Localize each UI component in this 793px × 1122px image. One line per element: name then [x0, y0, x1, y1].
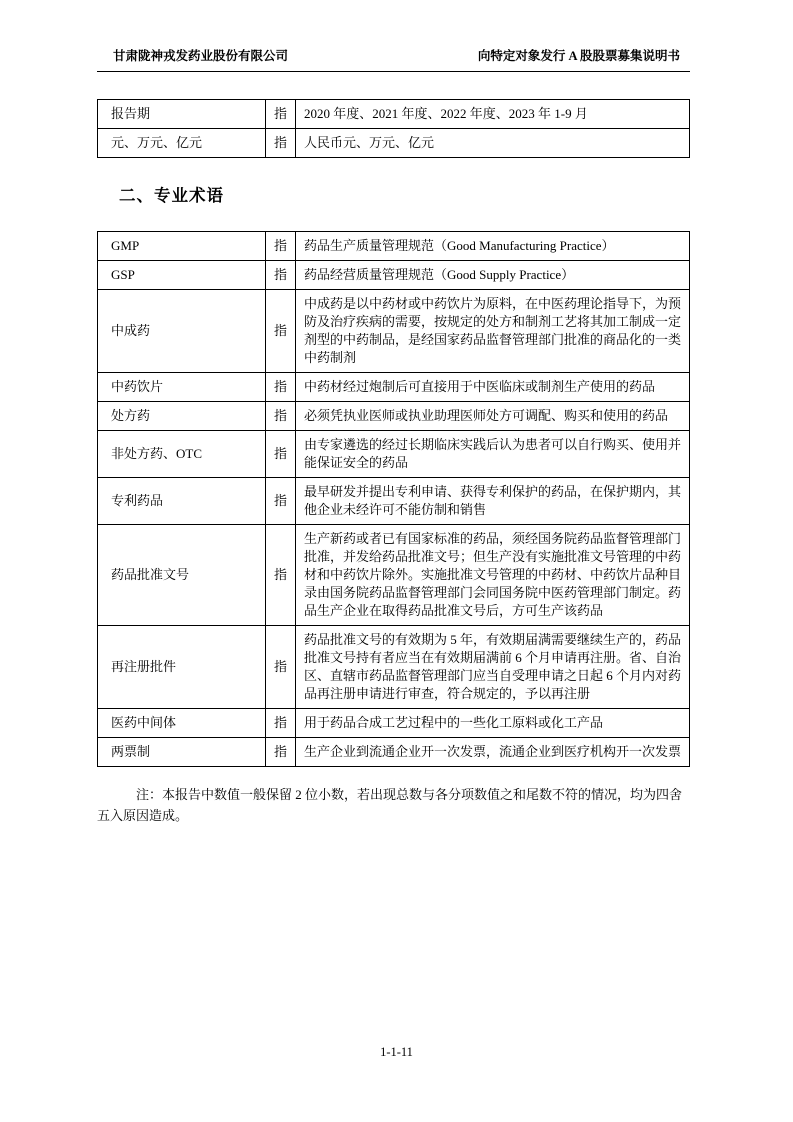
definition-cell: 2020 年度、2021 年度、2022 年度、2023 年 1-9 月 — [296, 100, 690, 129]
table-row — [98, 373, 690, 402]
zhi-cell: 指 — [266, 402, 296, 431]
table-row — [98, 525, 690, 626]
table-row — [98, 709, 690, 738]
term-cell: GMP — [98, 232, 266, 261]
term-cell: 报告期 — [98, 100, 266, 129]
term-cell: 专利药品 — [98, 478, 266, 525]
definition-cell: 人民币元、万元、亿元 — [296, 129, 690, 158]
definition-cell: 生产企业到流通企业开一次发票，流通企业到医疗机构开一次发票 — [296, 738, 690, 767]
header-doc-title: 向特定对象发行 A 股股票募集说明书 — [477, 49, 680, 63]
term-cell: 中成药 — [98, 290, 266, 373]
table-row — [98, 402, 690, 431]
definition-cell: 药品经营质量管理规范（Good Supply Practice） — [296, 261, 690, 290]
header-company-name: 甘肃陇神戎发药业股份有限公司 — [113, 49, 289, 63]
zhi-cell: 指 — [266, 290, 296, 373]
table-row — [98, 129, 690, 158]
term-cell: GSP — [98, 261, 266, 290]
definition-cell: 最早研发并提出专利申请、获得专利保护的药品，在保护期内，其他企业未经许可不能仿制和销售 — [296, 478, 690, 525]
definition-cell: 由专家遴选的经过长期临床实践后认为患者可以自行购买、使用并能保证安全的药品 — [296, 431, 690, 478]
term-cell: 医药中间体 — [98, 709, 266, 738]
table-row — [98, 290, 690, 373]
note-text: 注：本报告中数值一般保留 2 位小数，若出现总数与各分项数值之和尾数不符的情况，均为四舍五入原因造成。 — [97, 787, 683, 823]
definition-cell: 用于药品合成工艺过程中的一些化工原料或化工产品 — [296, 709, 690, 738]
zhi-cell: 指 — [266, 738, 296, 767]
table-row — [98, 431, 690, 478]
page-header — [97, 46, 690, 72]
zhi-cell: 指 — [266, 373, 296, 402]
page-number: 1-1-11 — [380, 1045, 413, 1059]
zhi-cell: 指 — [266, 478, 296, 525]
page-footer — [0, 1045, 793, 1060]
term-cell: 两票制 — [98, 738, 266, 767]
zhi-cell: 指 — [266, 525, 296, 626]
zhi-cell: 指 — [266, 129, 296, 158]
definition-cell: 必须凭执业医师或执业助理医师处方可调配、购买和使用的药品 — [296, 402, 690, 431]
term-cell: 非处方药、OTC — [98, 431, 266, 478]
term-cell: 中药饮片 — [98, 373, 266, 402]
table-row — [98, 232, 690, 261]
zhi-cell: 指 — [266, 626, 296, 709]
term-cell: 元、万元、亿元 — [98, 129, 266, 158]
definition-cell: 药品生产质量管理规范（Good Manufacturing Practice） — [296, 232, 690, 261]
table-row — [98, 626, 690, 709]
report-period-table — [97, 99, 690, 158]
term-cell: 处方药 — [98, 402, 266, 431]
zhi-cell: 指 — [266, 100, 296, 129]
term-cell: 再注册批件 — [98, 626, 266, 709]
report-period-table-body — [98, 100, 690, 158]
definition-cell: 药品批准文号的有效期为 5 年，有效期届满需要继续生产的，药品批准文号持有者应当在有效期届满前 6 个月申请再注册。省、自治区、直辖市药品监督管理部门应当自受理申请之日起 6 个月内对药品再注册申请进行审查，符合规定的，予以再注册 — [296, 626, 690, 709]
table-row — [98, 478, 690, 525]
table-row — [98, 100, 690, 129]
term-cell: 药品批准文号 — [98, 525, 266, 626]
table-row — [98, 738, 690, 767]
zhi-cell: 指 — [266, 709, 296, 738]
section-heading: 二、专业术语 — [119, 187, 224, 205]
zhi-cell: 指 — [266, 431, 296, 478]
definition-cell: 生产新药或者已有国家标准的药品，须经国务院药品监督管理部门批准，并发给药品批准文号；但生产没有实施批准文号管理的中药材和中药饮片除外。实施批准文号管理的中药材、中药饮片品种目录由国务院药品监督管理部门会同国务院中医药管理部门制定。药品生产企业在取得药品批准文号后，方可生产该药品 — [296, 525, 690, 626]
definition-cell: 中药材经过炮制后可直接用于中医临床或制剂生产使用的药品 — [296, 373, 690, 402]
zhi-cell: 指 — [266, 261, 296, 290]
terminology-table-body — [98, 232, 690, 767]
table-row — [98, 261, 690, 290]
zhi-cell: 指 — [266, 232, 296, 261]
terminology-table — [97, 231, 690, 767]
definition-cell: 中成药是以中药材或中药饮片为原料，在中医药理论指导下，为预防及治疗疾病的需要，按规定的处方和制剂工艺将其加工制成一定剂型的中药制品，是经国家药品监督管理部门批准的商品化的一类中药制剂 — [296, 290, 690, 373]
